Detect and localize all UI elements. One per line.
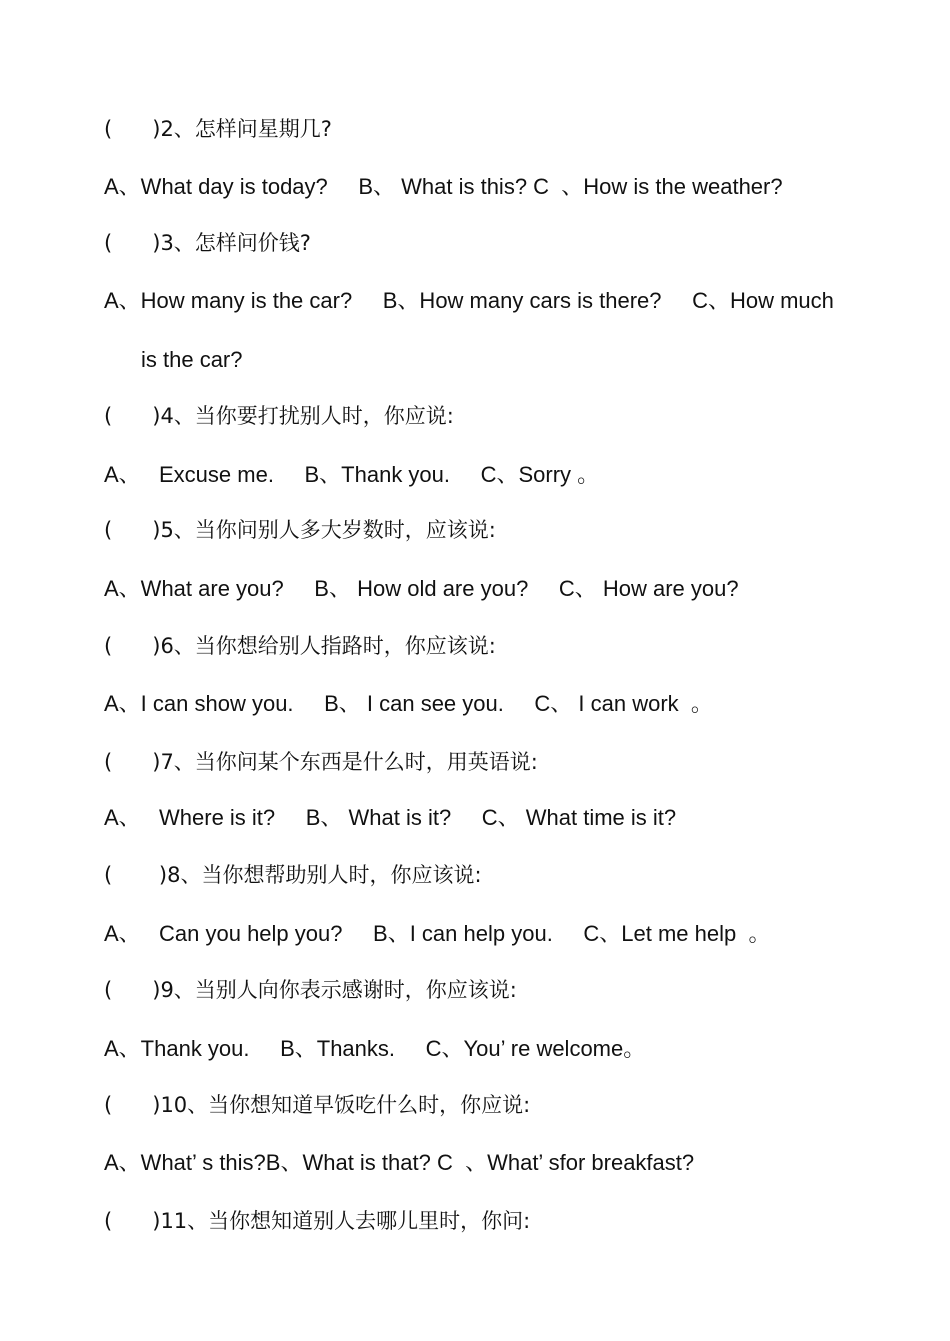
question-3-options: A、How many is the car? B、How many cars is there? C、How much [104,288,834,313]
question-2-options: A、What day is today? B、 What is this? C 、How is the weather? [104,174,783,199]
question-3-stem: ( )3、怎样问价钱? [104,231,311,255]
question-9-options: A、Thank you. B、Thanks. C、You’ re welcome。 [104,1036,646,1061]
question-2-stem: ( )2、怎样问星期几? [104,117,332,141]
question-5-options: A、What are you? B、 How old are you? C、 How are you? [104,576,739,601]
question-3-options-continued: is the car? [141,347,243,372]
question-4-stem: ( )4、当你要打扰别人时，你应说: [104,404,454,428]
question-6-options: A、I can show you. B、 I can see you. C、 I can work 。 [104,691,713,716]
question-6-stem: ( )6、当你想给别人指路时，你应该说: [104,634,496,658]
question-10-options: A、What’ s this?B、What is that? C 、What’ sfor breakfast? [104,1150,695,1175]
question-9-stem: ( )9、当别人向你表示感谢时，你应该说: [104,978,517,1002]
question-4-options: A、 Excuse me. B、Thank you. C、Sorry 。 [104,462,600,487]
question-8-stem: ( )8、当你想帮助别人时，你应该说: [104,863,482,887]
question-10-stem: ( )10、当你想知道早饭吃什么时，你应说: [104,1093,531,1117]
question-5-stem: ( )5、当你问别人多大岁数时，应该说: [104,518,496,542]
question-7-stem: ( )7、当你问某个东西是什么时，用英语说: [104,750,538,774]
question-11-stem: ( )11、当你想知道别人去哪儿里时，你问: [104,1209,531,1233]
question-7-options: A、 Where is it? B、 What is it? C、 What time is it? [104,805,677,830]
question-8-options: A、 Can you help you? B、I can help you. C、Let me help 。 [104,921,771,946]
